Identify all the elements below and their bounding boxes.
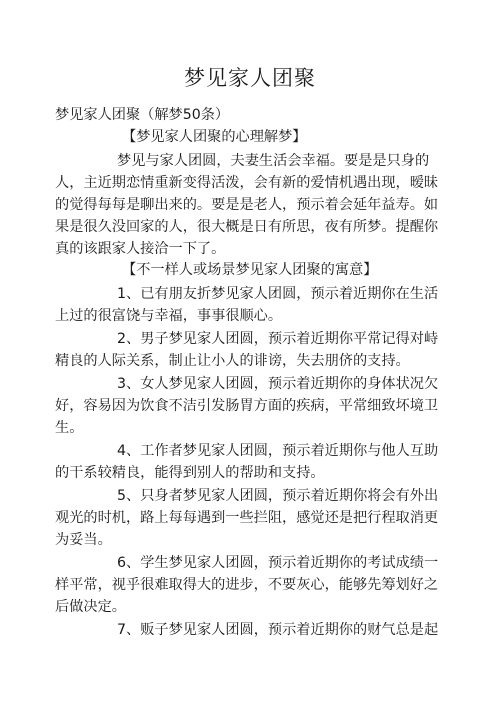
paragraph-line: 果是很久没回家的人，很大概是日有所思，夜有所梦。提醒你 — [55, 219, 439, 235]
list-item-line: 后做决定。 — [55, 599, 126, 615]
list-item-line: 好，容易因为饮食不洁引发肠胃方面的疾病，平常细致坏境卫 — [55, 398, 439, 414]
paragraph-line: 真的该跟家人接洽一下了。 — [55, 241, 226, 257]
list-item-line: 上过的很富饶与幸福，事事很顺心。 — [55, 308, 283, 324]
document-subtitle: 梦见家人团聚（解梦50条） — [55, 107, 230, 123]
list-item-line: 5、只身者梦见家人团圆，预示着近期你将会有外出 — [117, 488, 439, 504]
list-item-line: 4、工作者梦见家人团圆，预示着近期你与他人互助 — [117, 443, 439, 459]
section-heading-psychology: 【梦见家人团聚的心理解梦】 — [122, 129, 307, 145]
list-item-line: 6、学生梦见家人团圆，预示着近期你的考试成绩一 — [117, 555, 439, 571]
paragraph-line: 的觉得每每是聊出来的。要是是老人，预示着会延年益寿。如 — [55, 197, 439, 213]
paragraph-line: 人，主近期恋情重新变得活泼，会有新的爱情机遇出现，暧昧 — [55, 175, 439, 191]
list-item-line: 3、女人梦见家人团圆，预示着近期你的身体状况欠 — [117, 376, 439, 392]
list-item-line: 为妥当。 — [55, 532, 112, 548]
section-heading-meanings: 【不一样人或场景梦见家人团聚的寓意】 — [122, 262, 378, 278]
list-item-line: 样平常，视乎很难取得大的进步，不要灰心，能够先筹划好之 — [55, 577, 439, 593]
list-item-line: 7、贩子梦见家人团圆，预示着近期你的财气总是起 — [117, 622, 439, 638]
list-item-line: 2、男子梦见家人团圆，预示着近期你平常记得对峙 — [117, 331, 439, 347]
list-item-line: 的干系较精良，能得到别人的帮助和支持。 — [55, 465, 325, 481]
page-title: 梦见家人团聚 — [184, 66, 316, 90]
paragraph-line: 梦见与家人团圆，夫妻生活会幸福。要是是只身的 — [117, 153, 430, 169]
list-item-line: 生。 — [55, 420, 84, 436]
list-item-line: 精良的人际关系，制止让小人的诽谤，失去朋侪的支持。 — [55, 353, 410, 369]
list-item-line: 观光的时机，路上每每遇到一些拦阻，感觉还是把行程取消更 — [55, 510, 439, 526]
list-item-line: 1、已有朋友折梦见家人团圆，预示着近期你在生活 — [117, 286, 439, 302]
